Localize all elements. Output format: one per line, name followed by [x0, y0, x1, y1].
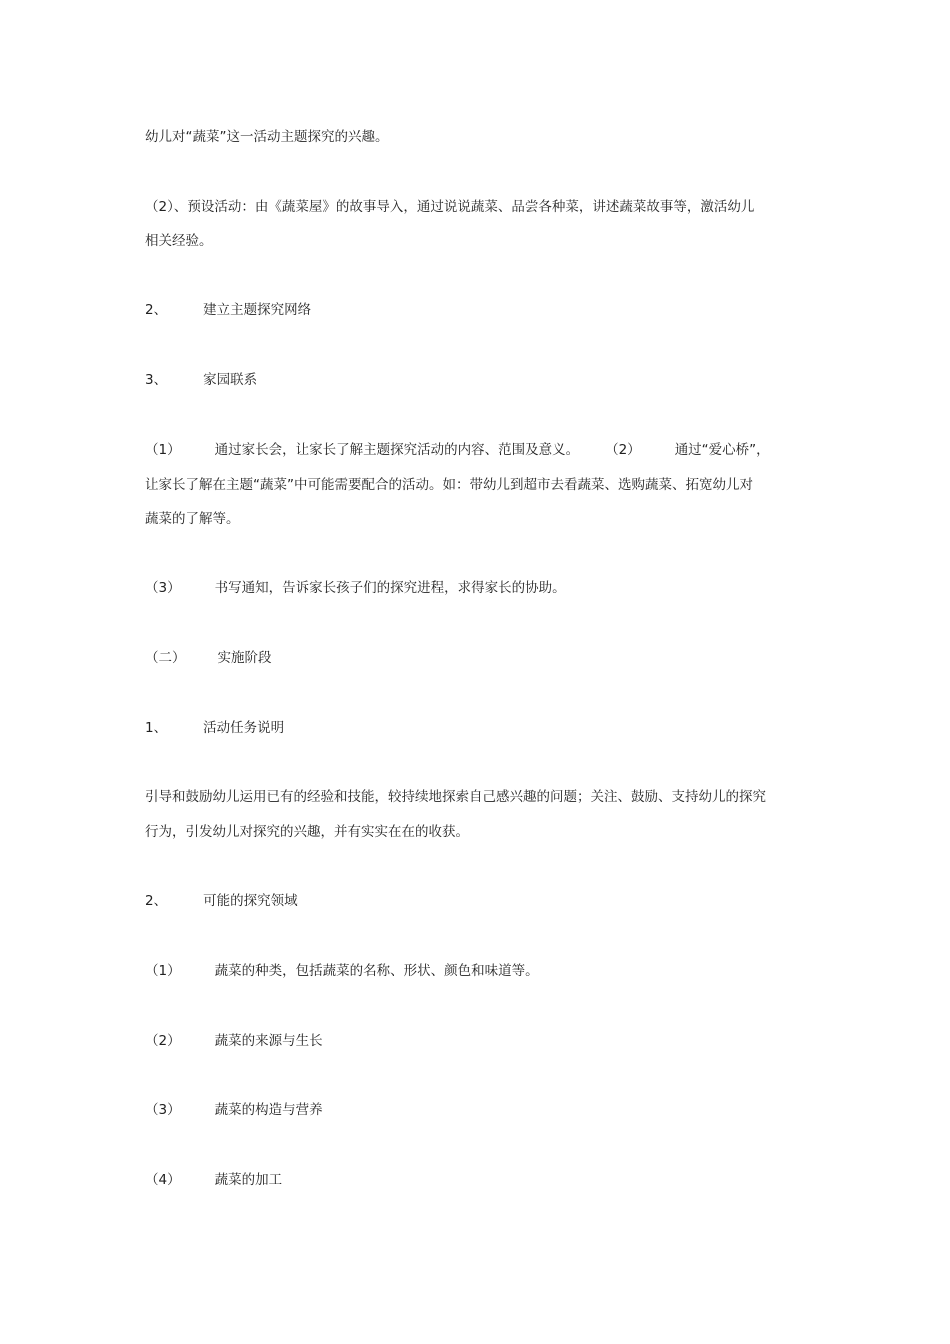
heading-number: 3、	[145, 372, 168, 388]
heading-text: 活动任务说明	[203, 720, 285, 736]
item-number: （1）	[145, 963, 181, 979]
paragraph-line	[145, 475, 753, 495]
section-heading	[145, 891, 298, 911]
item-number: （3）	[145, 1102, 181, 1118]
item-number: （2）	[605, 442, 641, 458]
item-text: 蔬菜的加工	[214, 1172, 283, 1188]
list-item	[145, 1031, 323, 1051]
item-text: 蔬菜的种类，包括蔬菜的名称、形状、颜色和味道等。	[214, 963, 539, 979]
paragraph-line	[145, 231, 213, 251]
list-item	[145, 1100, 323, 1120]
list-item	[145, 1170, 282, 1190]
heading-text: 实施阶段	[217, 650, 272, 666]
item-number: （4）	[145, 1172, 181, 1188]
text-run: 引导和鼓励幼儿运用已有的经验和技能，较持续地探索自己感兴趣的问题；关注、鼓励、支持幼儿的探究	[145, 789, 766, 805]
item-number: （1）	[145, 442, 181, 458]
text-run: 蔬菜的了解等。	[145, 511, 240, 527]
item-number: （2）	[145, 1033, 181, 1049]
heading-text: 建立主题探究网络	[203, 302, 312, 318]
item-text: 蔬菜的构造与营养	[214, 1102, 323, 1118]
list-item	[145, 440, 770, 460]
heading-text: 家园联系	[203, 372, 258, 388]
paragraph-line	[145, 787, 766, 807]
paragraph-line	[145, 197, 754, 217]
text-run: 相关经验。	[145, 233, 213, 249]
item-text: 通过家长会，让家长了解主题探究活动的内容、范围及意义。	[214, 442, 580, 458]
text-run: （2）、预设活动：由《蔬菜屋》的故事导入，通过说说蔬菜、品尝各种菜，讲述蔬菜故事等，激活幼儿	[145, 199, 755, 215]
item-text: 通过“爱心桥”，	[674, 442, 770, 458]
heading-number: 1、	[145, 720, 168, 736]
list-item	[145, 961, 539, 981]
paragraph-line	[145, 127, 389, 147]
heading-number: 2、	[145, 302, 168, 318]
list-item	[145, 578, 566, 598]
text-run: 让家长了解在主题“蔬菜”中可能需要配合的活动。如：带幼儿到超市去看蔬菜、选购蔬菜、拓宽幼儿对	[145, 477, 753, 493]
item-text: 书写通知，告诉家长孩子们的探究进程，求得家长的协助。	[214, 580, 566, 596]
item-text: 蔬菜的来源与生长	[214, 1033, 323, 1049]
section-heading	[145, 718, 284, 738]
paragraph-line	[145, 822, 469, 842]
paragraph-line	[145, 509, 240, 529]
heading-number: （二）	[145, 650, 186, 666]
section-heading	[145, 370, 257, 390]
section-heading	[145, 648, 272, 668]
text-run: 幼儿对“蔬菜”这一活动主题探究的兴趣。	[145, 129, 389, 145]
item-number: （3）	[145, 580, 181, 596]
heading-number: 2、	[145, 893, 168, 909]
text-run: 行为，引发幼儿对探究的兴趣，并有实实在在的收获。	[145, 824, 469, 840]
heading-text: 可能的探究领域	[203, 893, 298, 909]
section-heading	[145, 300, 311, 320]
